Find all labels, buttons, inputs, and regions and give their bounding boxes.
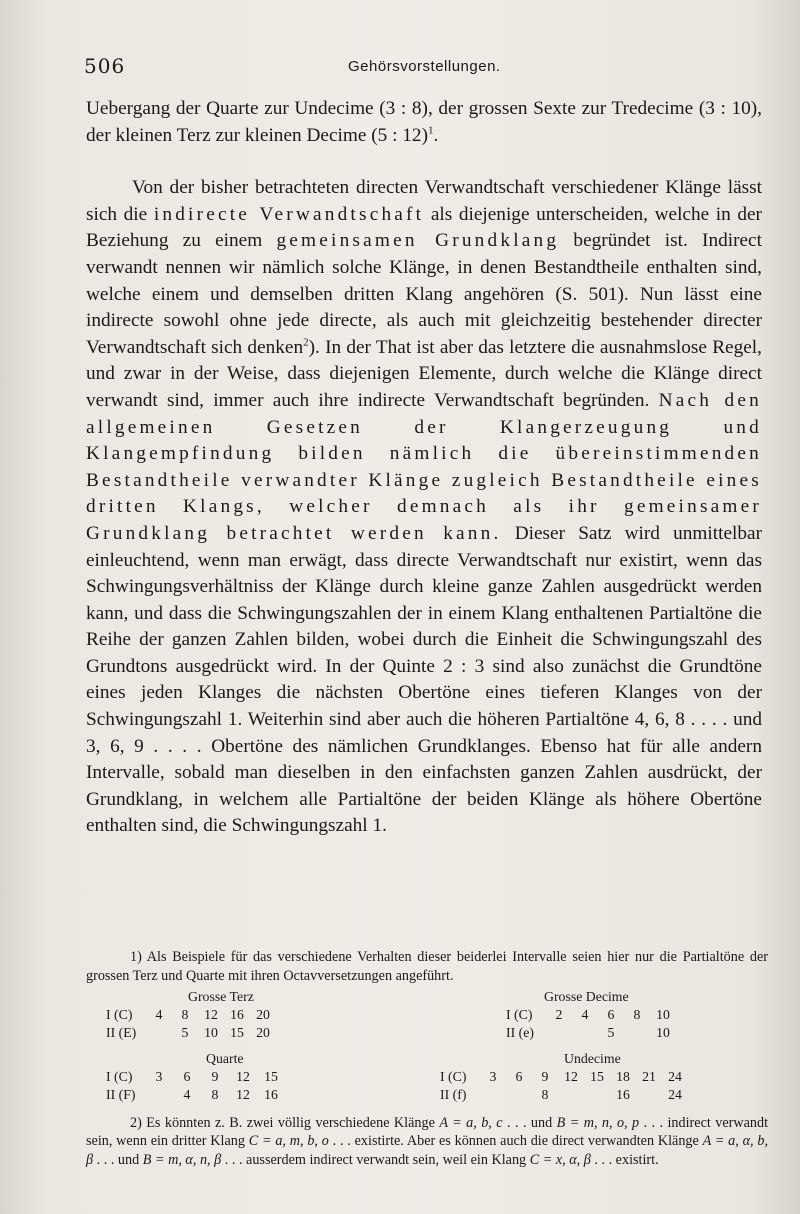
partial-tone-number: 24 <box>668 1068 682 1084</box>
footnote-2-text-3: . . . indirect verwandt sein, wenn ein dritter Klang <box>86 1114 769 1150</box>
partial-tone-number: 20 <box>256 1024 270 1040</box>
footnote-ref-1: 1 <box>428 124 434 137</box>
footnote-2-text-2: . . . und <box>502 1114 557 1131</box>
partial-tone-number: 12 <box>204 1006 218 1022</box>
interval-row-label: I (C) <box>506 1006 533 1022</box>
partial-tone-number: 15 <box>590 1068 604 1084</box>
partial-tone-number: 18 <box>616 1068 630 1084</box>
partial-tone-number: 6 <box>183 1068 191 1084</box>
interval-row-label: I (C) <box>106 1006 133 1022</box>
partial-tone-number: 12 <box>236 1086 250 1102</box>
footnote-2-text-7: . . . existirt. <box>590 1152 659 1169</box>
paragraph-2-text-d: ). In der That ist aber das letztere die ausnahmslose Regel, und zwar in der Weise, dass diejenigen Elemente, durch welche die Klänge direct verwandt sind, immer auch ihre indirecte Verwandtschaft begründen. <box>86 336 762 411</box>
footnote-2-text-5: . . . und <box>93 1152 143 1169</box>
partial-tone-number: 4 <box>581 1006 589 1022</box>
footnote-ref-2: 2 <box>303 336 309 349</box>
formula-b: B = m, n, o, p <box>556 1114 640 1131</box>
partial-tone-number: 21 <box>642 1068 656 1084</box>
partial-tone-number: 12 <box>564 1068 578 1084</box>
paragraph-1-end: . <box>433 124 439 146</box>
partial-tone-number: 16 <box>264 1086 278 1102</box>
paragraph-2-text-e: Dieser Satz wird unmittelbar einleuchtend, wenn man erwägt, dass directe Verwandtschaft nur existirt, wenn das Schwingungsverhältniss der Klänge durch kleine ganze Zahlen ausgedrückt werden kann, und dass die Schwingungszahlen der in einem Klang enthaltenen Partialtöne die Reihe der ganzen Zahlen bilden, wobei durch die Einheit die Schwingungszahl des Grundtons ausgedrückt wird. In der Quinte 2 : 3 sind also zunächst die Grundtöne eines jeden Klanges die nächsten Obertöne eines tieferen Klanges von der Schwingungszahl 1. Weiterhin sind aber auch die höheren Partialtöne 4, 6, 8 . . . . und 3, 6, 9 . . . . Obertöne des nämlichen Grundklanges. Ebenso hat für alle andern Intervalle, sobald man dieselben in den einfachsten ganzen Zahlen ausdrückt, der Grundklang, in welchem alle Partialtöne der beiden Klänge als höhere Obertöne enthalten sind, die Schwingungszahl 1. <box>86 522 762 837</box>
main-text <box>86 96 762 840</box>
partial-tone-number: 16 <box>230 1006 244 1022</box>
partial-tone-number: 8 <box>541 1086 549 1102</box>
page-number: 506 <box>84 54 126 78</box>
footnote-1-text: Als Beispiele für das verschiedene Verhalten dieser beiderlei Intervalle seien hier nur die Partialtöne der grossen Terz und Quarte mit ihren Octavversetzungen angeführt. <box>86 949 768 984</box>
partial-tone-number: 20 <box>256 1006 270 1022</box>
partial-tone-number: 8 <box>181 1006 189 1022</box>
partial-tone-number: 6 <box>515 1068 523 1084</box>
footnote-2 <box>86 1114 768 1170</box>
partial-tone-number: 15 <box>230 1024 244 1040</box>
partial-tone-number: 12 <box>236 1068 250 1084</box>
partial-tone-number: 3 <box>155 1068 163 1084</box>
paragraph-1-text: Uebergang der Quarte zur Undecime (3 : 8), der grossen Sexte zur Tredecime (3 : 10), der kleinen Terz zur kleinen Decime (5 : 12) <box>86 98 762 146</box>
partial-tone-number: 10 <box>656 1024 670 1040</box>
formula-c: C = a, m, b, o <box>248 1133 329 1150</box>
spaced-term-indirect-relationship: indirecte Verwandtschaft <box>153 203 425 225</box>
footnotes <box>86 948 768 1170</box>
partial-tone-number: 15 <box>264 1068 278 1084</box>
spaced-emphasis-law: Nach den allgemeinen Gesetzen der Klangerzeugung und Klangempfindung bilden nämlich die übereinstimmenden Bestandtheile verwandter Klänge zugleich Bestandtheile eines dritten Klangs, welcher demnach als ihr gemeinsamer Grundklang betrachtet werden kann. <box>86 389 762 544</box>
footnote-1 <box>86 948 768 986</box>
partial-tone-number: 16 <box>616 1086 630 1102</box>
formula-a-direct: A = a, α, b, β <box>86 1133 768 1169</box>
interval-table-title: Grosse Terz <box>188 988 254 1004</box>
interval-row-label: II (e) <box>506 1024 534 1040</box>
interval-row-label: II (f) <box>440 1086 467 1102</box>
formula-b-direct: B = m, α, n, β <box>142 1152 222 1169</box>
partial-tone-tables <box>86 988 768 1112</box>
footnote-2-marker: 2) <box>130 1114 142 1131</box>
footnote-2-text-4: . . . existirte. Aber es können auch die direct verwandten Klänge <box>328 1133 703 1150</box>
paragraph-2 <box>86 175 762 840</box>
paragraph-2-text-b: als diejenige unterscheiden, welche in der Beziehung zu einem <box>86 203 762 252</box>
partial-tone-number: 5 <box>181 1024 189 1040</box>
interval-row-label: II (F) <box>106 1086 136 1102</box>
footnote-1-marker: 1) <box>130 949 142 965</box>
partial-tone-number: 10 <box>656 1006 670 1022</box>
formula-a: A = a, b, c <box>439 1114 503 1131</box>
partial-tone-number: 10 <box>204 1024 218 1040</box>
paragraph-1 <box>86 96 762 149</box>
partial-tone-number: 4 <box>183 1086 191 1102</box>
interval-table-title: Quarte <box>206 1050 244 1066</box>
running-title: Gehörsvorstellungen. <box>348 58 501 75</box>
footnote-2-text-1: Es könnten z. B. zwei völlig verschiedene Klänge <box>146 1114 440 1131</box>
partial-tone-number: 2 <box>555 1006 563 1022</box>
interval-table-title: Undecime <box>564 1050 621 1066</box>
spaced-term-common-fundamental: gemeinsamen Grundklang <box>276 230 560 252</box>
partial-tone-number: 5 <box>607 1024 615 1040</box>
paragraph-2-text-a: Von der bisher betrachteten directen Verwandtschaft verschiedener Klänge lässt sich die <box>86 177 762 225</box>
partial-tone-number: 8 <box>211 1086 219 1102</box>
partial-tone-number: 9 <box>541 1068 549 1084</box>
interval-row-label: I (C) <box>106 1068 133 1084</box>
partial-tone-number: 4 <box>155 1006 163 1022</box>
interval-row-label: I (C) <box>440 1068 467 1084</box>
interval-table-title: Grosse Decime <box>544 988 629 1004</box>
formula-c-common: C = x, α, β <box>529 1152 591 1169</box>
partial-tone-number: 3 <box>489 1068 497 1084</box>
footnote-2-text-6: . . . ausserdem indirect verwandt sein, weil ein Klang <box>221 1152 530 1169</box>
partial-tone-number: 9 <box>211 1068 219 1084</box>
interval-row-label: II (E) <box>106 1024 137 1040</box>
paragraph-2-text-c: begründet ist. Indirect verwandt nennen wir nämlich solche Klänge, in denen Bestandtheile enthalten sind, welche einem und demselben dritten Klang angehören (S. 501). Nun lässt eine indirecte sowohl ohne jede directe, als auch mit gleichzeitig bestehender directer Verwandtschaft sich denken <box>86 230 762 358</box>
partial-tone-number: 6 <box>607 1006 615 1022</box>
partial-tone-number: 8 <box>633 1006 641 1022</box>
page-header <box>84 54 760 80</box>
partial-tone-number: 24 <box>668 1086 682 1102</box>
